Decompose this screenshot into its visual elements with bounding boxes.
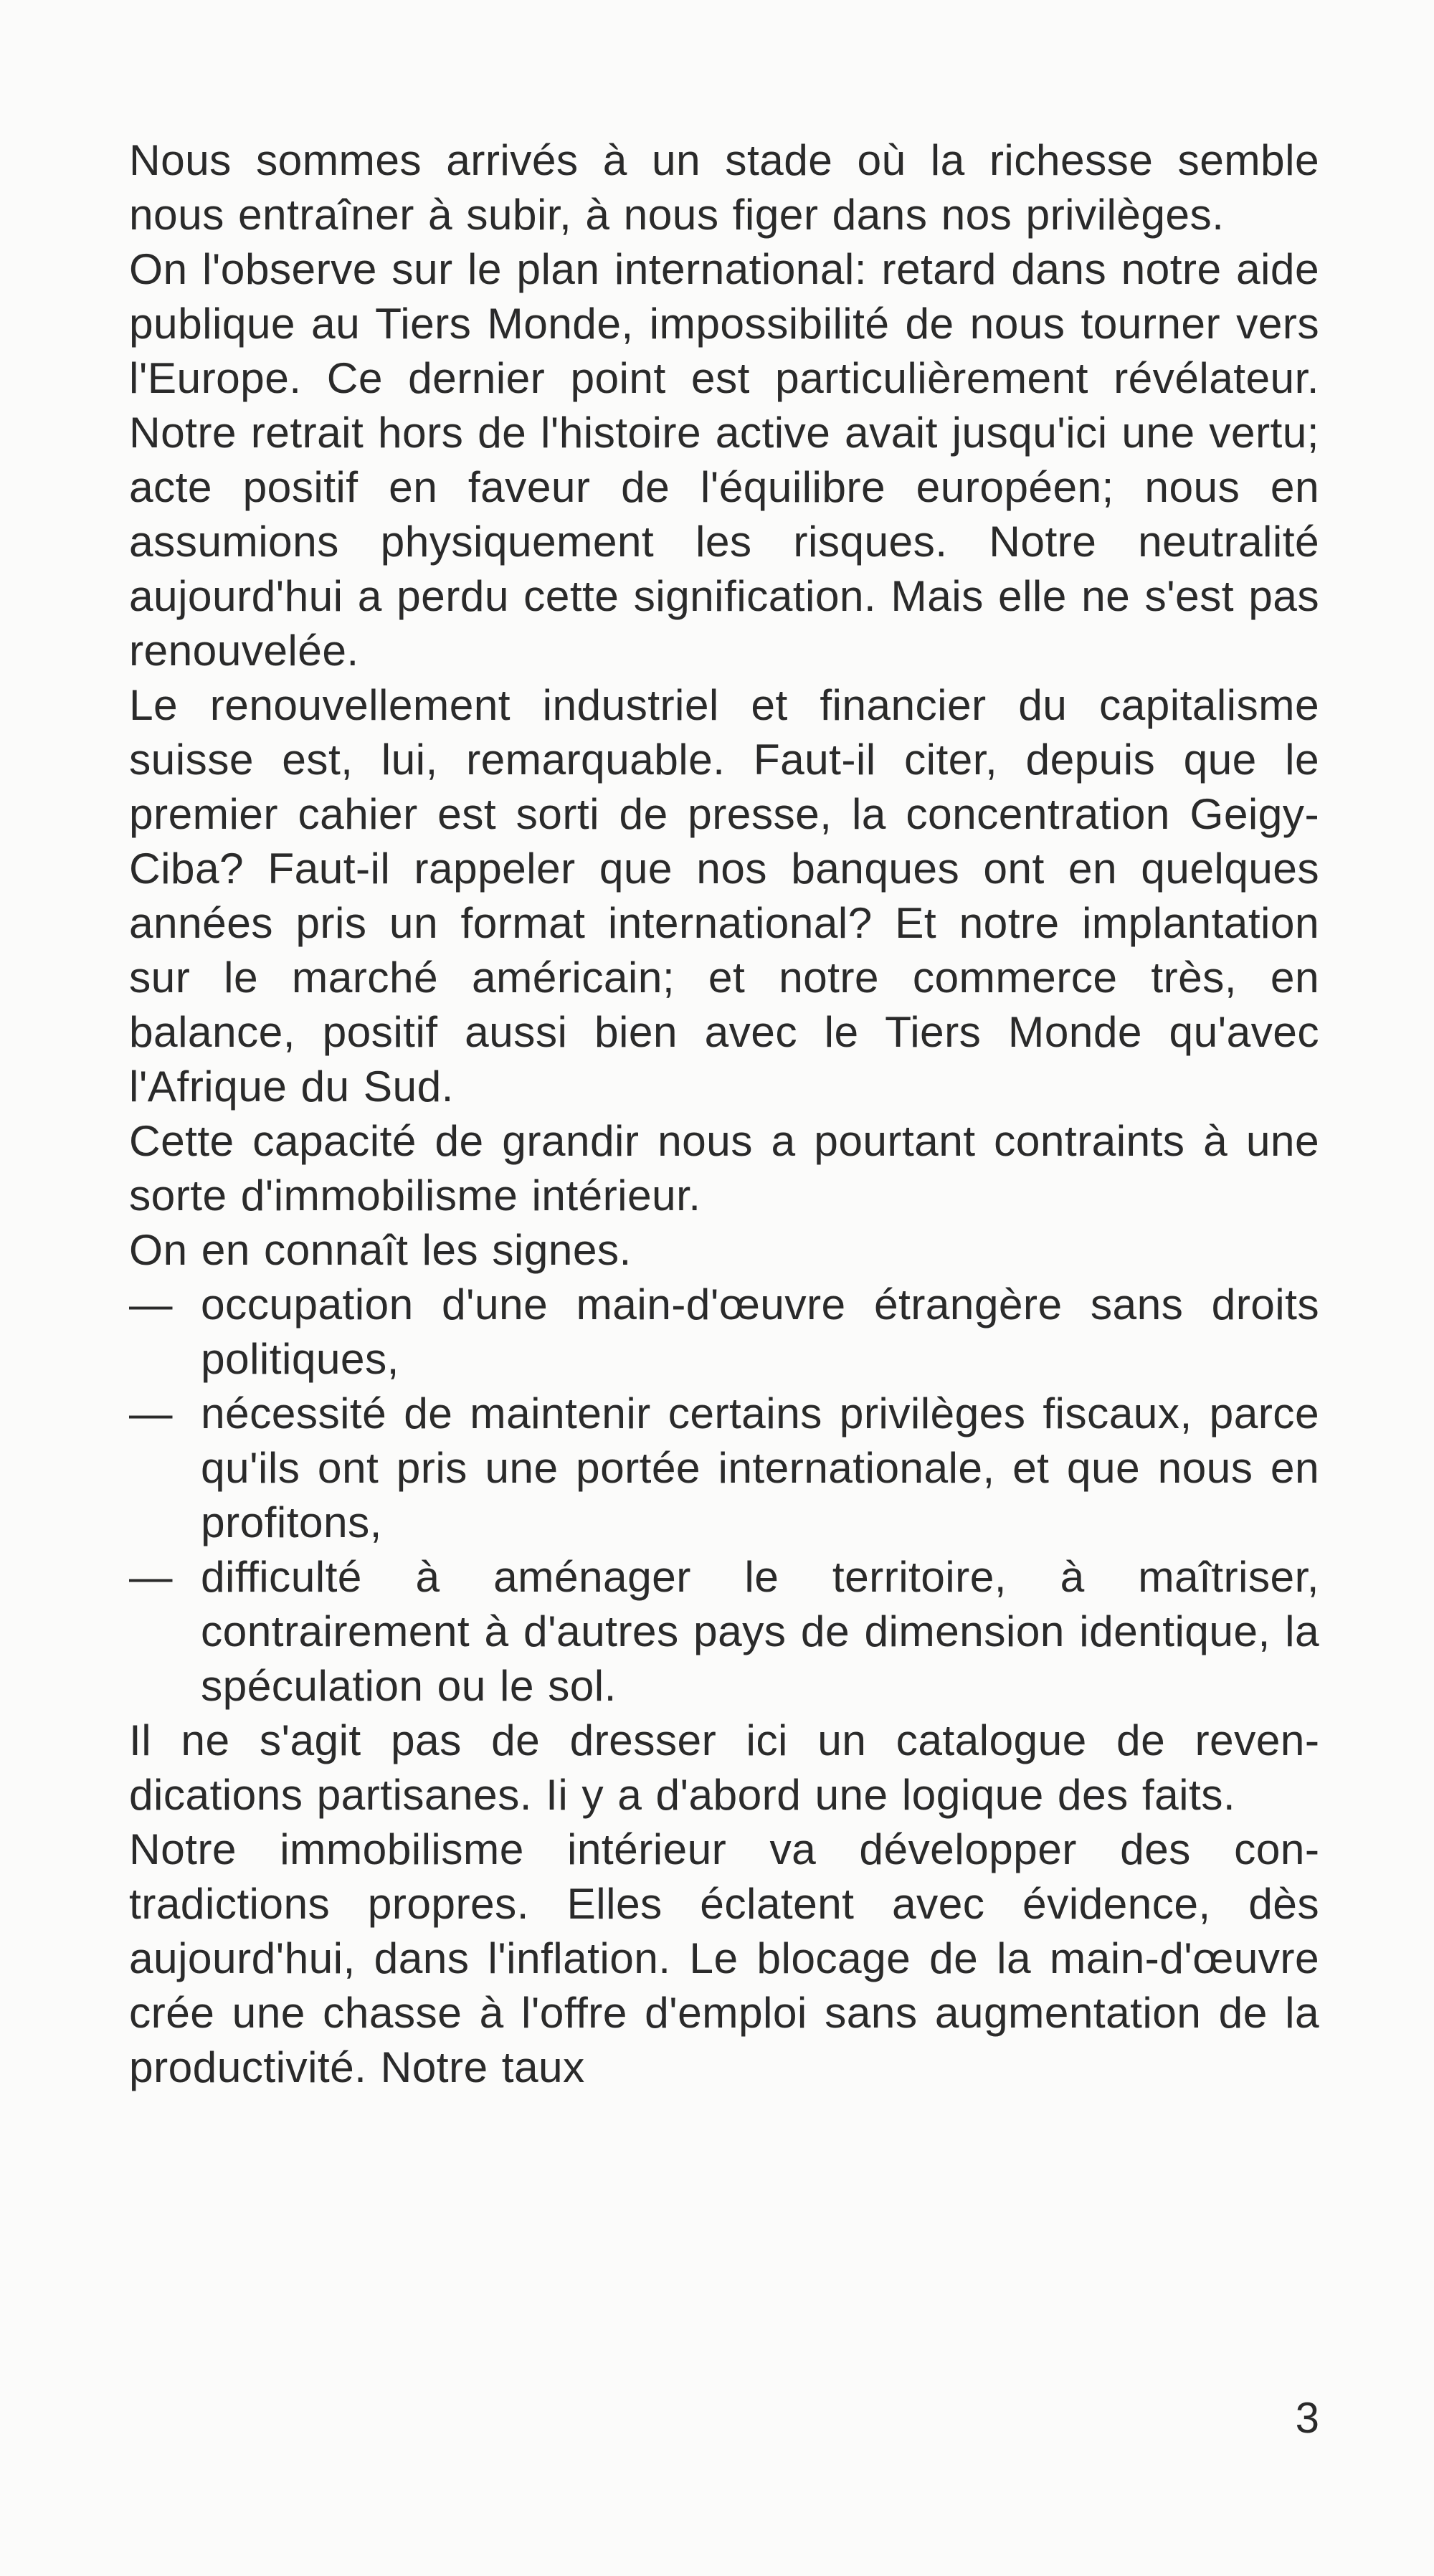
page-number: 3 (1295, 2394, 1319, 2442)
list-item-text: difficulté à aménager le territoire, à maîtriser, contrairement à d'autres pays de dimension identique, la spéculation ou le sol. (201, 1552, 1319, 1710)
list-item (129, 1277, 1319, 1386)
paragraph-7: Notre immobilisme intérieur va développer des contradictions propres. Elles éclatent avec évidence, dès aujourd'hui, dans l'inflation. Le blocage de la main-d'œuvre crée une chasse à l'offre d'emploi sans augmentation de la productivité. Notre taux (129, 1825, 1319, 2091)
body-text (129, 133, 1319, 2094)
dash-list (129, 1277, 1319, 1713)
paragraph-5: On en connaît les signes. (129, 1225, 632, 1274)
list-item (129, 1386, 1319, 1549)
paragraph-4: Cette capacité de grandir nous a pourtant contraints à une sorte d'immobilisme intérieur. (129, 1116, 1319, 1220)
list-item (129, 1549, 1319, 1713)
dash-marker: — (129, 1280, 173, 1329)
paragraph-6: Il ne s'agit pas de dresser ici un catalogue de revendications partisanes. Ii y a d'abord une logique des faits. (129, 1716, 1319, 1819)
paragraph-3: Le renouvellement industriel et financier du capitalisme suisse est, lui, remarquable. Faut-il citer, depuis que le premier cahier est sorti de presse, la concentration Geigy-Ciba? Faut-il rappeler que nos banques ont en quelques années pris un format international? Et notre implantation sur le marché américain; et notre commerce très, en balance, positif aussi bien avec le Tiers Monde qu'avec l'Afrique du Sud. (129, 680, 1319, 1111)
list-item-text: nécessité de maintenir certains privilèges fiscaux, parce qu'ils ont pris une portée internationale, et que nous en profitons, (201, 1389, 1319, 1546)
dash-marker: — (129, 1552, 173, 1601)
paragraph-1: Nous sommes arrivés à un stade où la richesse semble nous entraîner à subir, à nous figer dans nos privilèges. (129, 136, 1319, 239)
dash-marker: — (129, 1389, 173, 1437)
paragraph-2: On l'observe sur le plan international: retard dans notre aide publique au Tiers Monde, impossibilité de nous tourner vers l'Europe. Ce dernier point est particulièrement révélateur. Notre retrait hors de l'histoire active avait jusqu'ici une vertu; acte positif en faveur de l'équilibre européen; nous en assumions physiquement les risques. Notre neutralité aujourd'hui a perdu cette signification. Mais elle ne s'est pas renouvelée. (129, 244, 1319, 675)
list-item-text: occupation d'une main-d'œuvre étrangère sans droits politiques, (201, 1280, 1319, 1383)
